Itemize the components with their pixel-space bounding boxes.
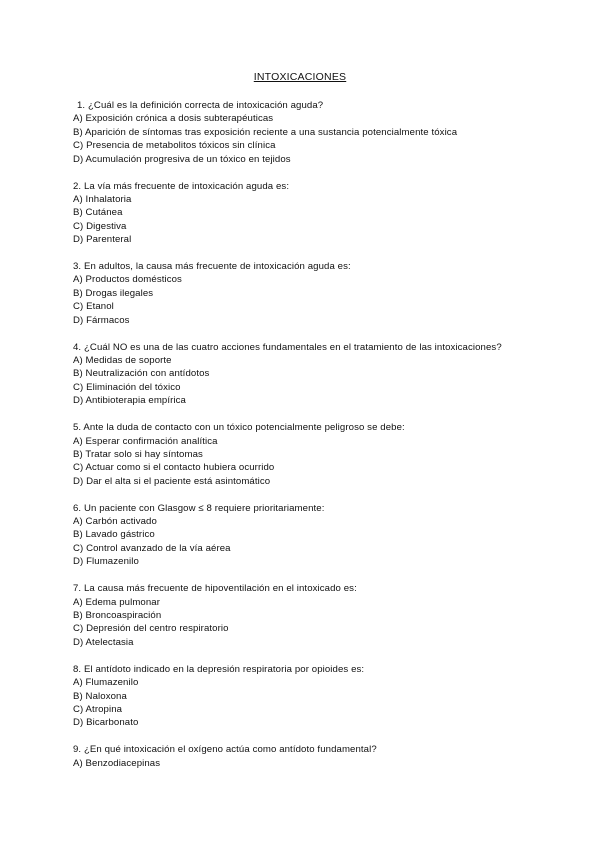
- option-d: D) Atelectasia: [73, 636, 134, 648]
- option-b: B) Broncoaspiración: [73, 610, 162, 621]
- option-a: A) Flumazenilo: [73, 677, 139, 689]
- question-text: 2. La vía más frecuente de intoxicación aguda es:: [73, 180, 290, 192]
- option-b: B) Neutralización con antídotos: [73, 368, 210, 380]
- option-b: B) Naloxona: [73, 690, 127, 702]
- question-text: 1. ¿Cuál es la definición correcta de intoxicación aguda?: [77, 100, 324, 111]
- option-d: D) Bicarbonato: [73, 717, 139, 729]
- question-list: [73, 99, 573, 784]
- option-c: C) Actuar como si el contacto hubiera ocurrido: [73, 462, 275, 474]
- question-text: 6. Un paciente con Glasgow ≤ 8 requiere prioritariamente:: [73, 502, 325, 514]
- option-b: B) Tratar solo si hay síntomas: [73, 448, 203, 460]
- option-c: C) Eliminación del tóxico: [73, 381, 181, 393]
- option-a: A) Productos domésticos: [73, 274, 182, 286]
- option-a: A) Exposición crónica a dosis subterapéuticas: [73, 113, 274, 125]
- document-title: INTOXICACIONES: [253, 71, 347, 83]
- option-a: A) Edema pulmonar: [73, 596, 161, 608]
- question-text: 8. El antídoto indicado en la depresión respiratoria por opioides es:: [73, 663, 365, 675]
- option-c: C) Presencia de metabolitos tóxicos sin clínica: [73, 140, 276, 152]
- option-c: C) Depresión del centro respiratorio: [73, 623, 229, 635]
- question-1: [73, 99, 573, 166]
- option-a: A) Esperar confirmación analítica: [73, 435, 218, 447]
- option-d: D) Parenteral: [73, 234, 132, 246]
- question-2: [73, 180, 573, 247]
- question-6: [73, 502, 573, 569]
- option-d: D) Flumazenilo: [73, 556, 139, 568]
- option-a: A) Inhalatoria: [73, 193, 132, 205]
- option-a: A) Benzodiacepinas: [73, 757, 161, 769]
- question-3: [73, 260, 573, 327]
- option-a: A) Carbón activado: [73, 516, 157, 528]
- question-5: [73, 421, 573, 488]
- question-text: 9. ¿En qué intoxicación el oxígeno actúa como antídoto fundamental?: [73, 744, 377, 756]
- option-d: D) Dar el alta si el paciente está asintomático: [73, 475, 271, 487]
- option-b: B) Lavado gástrico: [73, 529, 155, 541]
- option-d: D) Fármacos: [73, 314, 130, 326]
- option-b: B) Aparición de síntomas tras exposición reciente a una sustancia potencialmente tóxica: [73, 126, 458, 138]
- option-c: C) Atropina: [73, 703, 123, 715]
- option-b: B) Drogas ilegales: [73, 287, 154, 299]
- option-d: D) Antibioterapia empírica: [73, 395, 186, 407]
- question-9: [73, 743, 573, 770]
- option-a: A) Medidas de soporte: [73, 355, 172, 366]
- question-text: 5. Ante la duda de contacto con un tóxico potencialmente peligroso se debe:: [73, 422, 405, 434]
- question-text: 3. En adultos, la causa más frecuente de intoxicación aguda es:: [73, 261, 351, 273]
- question-4: [73, 341, 573, 408]
- option-c: C) Control avanzado de la vía aérea: [73, 542, 231, 554]
- question-text: 4. ¿Cuál NO es una de las cuatro acciones fundamentales en el tratamiento de las intoxicaciones?: [73, 341, 502, 353]
- question-8: [73, 663, 573, 730]
- option-c: C) Etanol: [73, 301, 114, 313]
- option-d: D) Acumulación progresiva de un tóxico en tejidos: [73, 153, 291, 165]
- option-b: B) Cutánea: [73, 207, 123, 219]
- question-7: [73, 582, 573, 649]
- question-text: 7. La causa más frecuente de hipoventilación en el intoxicado es:: [73, 583, 357, 595]
- option-c: C) Digestiva: [73, 220, 127, 232]
